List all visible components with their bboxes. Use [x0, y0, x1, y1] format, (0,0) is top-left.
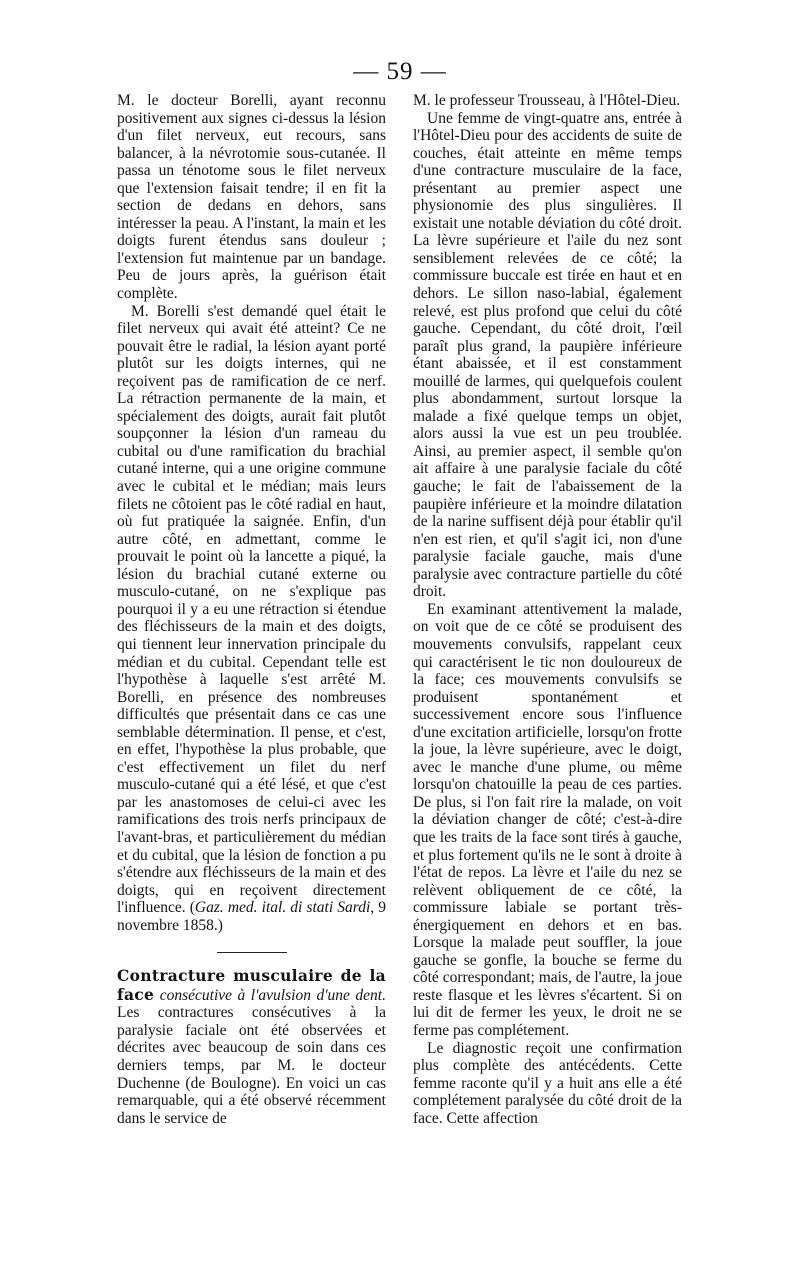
- section-divider: [217, 952, 287, 953]
- paragraph: En examinant attentivement la malade, on voit que de ce côté se produisent des mouvements convulsifs, rappelant ceux qui caractérisent le tic non douloureux de la face; ces mouvements convulsifs se produisent spontanément et successivement encore sous l'influence d'une excitation artificielle, lorsqu'on frotte la joue, la lèvre supérieure, avec le doigt, avec le manche d'une plume, ou même lorsqu'on chatouille la peau de ces parties. De plus, si l'on fait rire la malade, on voit la déviation changer de côté; c'est-à-dire que les traits de la face sont tirés à gauche, et plus fortement qu'ils ne le sont à droite à l'état de repos. La lèvre et l'aile du nez se relèvent obliquement de ce côté, la commissure labiale se portant très-énergiquement en dehors et en bas. Lorsque la malade peut souffler, la joue gauche se gonfle, la bouche se ferme du côté correspondant; mais, de l'autre, la joue reste flasque et les lèvres s'écartent. Si on lui dit de fermer les yeux, le droit ne se ferme pas complétement.: [413, 600, 682, 1039]
- section-title: Contracture musculaire de la face: [117, 966, 386, 1004]
- right-column: [413, 92, 682, 1127]
- paragraph: [117, 303, 386, 935]
- paragraph-text: M. Borelli s'est demandé quel était le filet nerveux qui avait été atteint? Ce ne pouvait être le radial, la lésion ayant porté plutôt sur les doigts internes, qui ne reçoivent pas de ramification de ce nerf. La rétraction permanente de la main, et spécialement des doigts, aurait fait plutôt soupçonner la lésion d'un rameau du cubital ou d'une ramification du brachial cutané interne, qui a une origine commune avec le cubital et le médian; mais leurs filets ne côtoient pas le côté radial en haut, où fut pratiquée la saignée. Enfin, d'un autre côté, en admettant, comme le prouvait le point où la lancette a piqué, la lésion du brachial cutané externe ou musculo-cutané, on ne s'explique pas pourquoi il y a eu une rétraction si étendue des fléchisseurs de la main et des doigts, qui tiennent leur innervation principale du médian et du cubital. Cependant telle est l'hypothèse à laquelle s'est arrêté M. Borelli, en présence des nombreuses difficultés que présentait dans ce cas une semblable détermination. Il pense, et c'est, en effet, l'hypothèse la plus probable, que c'est effectivement un filet du nerf musculo-cutané qui a été lésé, et que c'est par les anastomoses de celui-ci avec les ramifications des trois nerfs principaux de l'avant-bras, et particulièrement du médian et du cubital, que la lésion de fonction a pu s'étendre aux fléchisseurs de la main et des doigts, qui en reçoivent directement l'influence. (: [117, 302, 386, 917]
- paragraph: Le diagnostic reçoit une confirmation plus complète des antécédents. Cette femme raconte qu'il y a huit ans elle a été complétement paralysée du côté droit de la face. Cette affection: [413, 1039, 682, 1127]
- section-subtitle: consécutive à l'avulsion d'une dent.: [159, 986, 386, 1004]
- paragraph: M. le professeur Trousseau, à l'Hôtel-Dieu.: [413, 92, 681, 109]
- journal-citation: Gaz. med. ital. di stati Sardi: [194, 899, 371, 917]
- page-number: — 59 —: [353, 58, 447, 85]
- section-paragraph: [117, 967, 386, 1127]
- paragraph: M. le docteur Borelli, ayant reconnu positivement aux signes ci-dessus la lésion d'un filet nerveux, eut recours, sans balancer, à la névrotomie sous-cutanée. Il passa un ténotome sous le filet nerveux que l'extension faisait tendre; il en fit la section de dedans en dehors, sans intéresser la peau. A l'instant, la main et les doigts furent étendus sans douleur ; l'extension fut maintenue par un bandage. Peu de jours après, la guérison était complète.: [117, 92, 386, 303]
- citation-date: , 9 novembre 1858.): [117, 899, 386, 934]
- section-body: Les contractures consécutives à la paralysie faciale ont été observées et décrites avec beaucoup de soin dans ces derniers temps, par M. le docteur Duchenne (de Boulogne). En voici un cas remarquable, qui a été observé récemment dans le service de: [117, 1004, 386, 1127]
- left-column: [117, 92, 386, 1127]
- paragraph: Une femme de vingt-quatre ans, entrée à l'Hôtel-Dieu pour des accidents de suite de couches, était atteinte en même temps d'une contracture musculaire de la face, présentant au premier aspect une physionomie des plus singulières. Il existait une notable déviation du côté droit. La lèvre supérieure et l'aile du nez sont sensiblement relevées de ce côté; la commissure buccale est tirée en haut et en dehors. Le sillon naso-labial, également relevé, est plus profond que celui du côté gauche. Cependant, du côté droit, l'œil paraît plus grand, la paupière inférieure étant abaissée, et il est constamment mouillé de larmes, qui quelquefois coulent plus abondamment, surtout lorsque la malade a fixé quelque temps un objet, alors aussi la vue est un peu troublée. Ainsi, au premier aspect, il semble qu'on ait affaire à une paralysie faciale du côté gauche; le fait de l'abaissement de la paupière inférieure et la moindre dilatation de la narine suffisent déjà pour établir qu'il n'en est rien, et qu'il s'agit ici, non d'une paralysie faciale gauche, mais d'une paralysie avec contracture partielle du côté droit.: [413, 109, 682, 601]
